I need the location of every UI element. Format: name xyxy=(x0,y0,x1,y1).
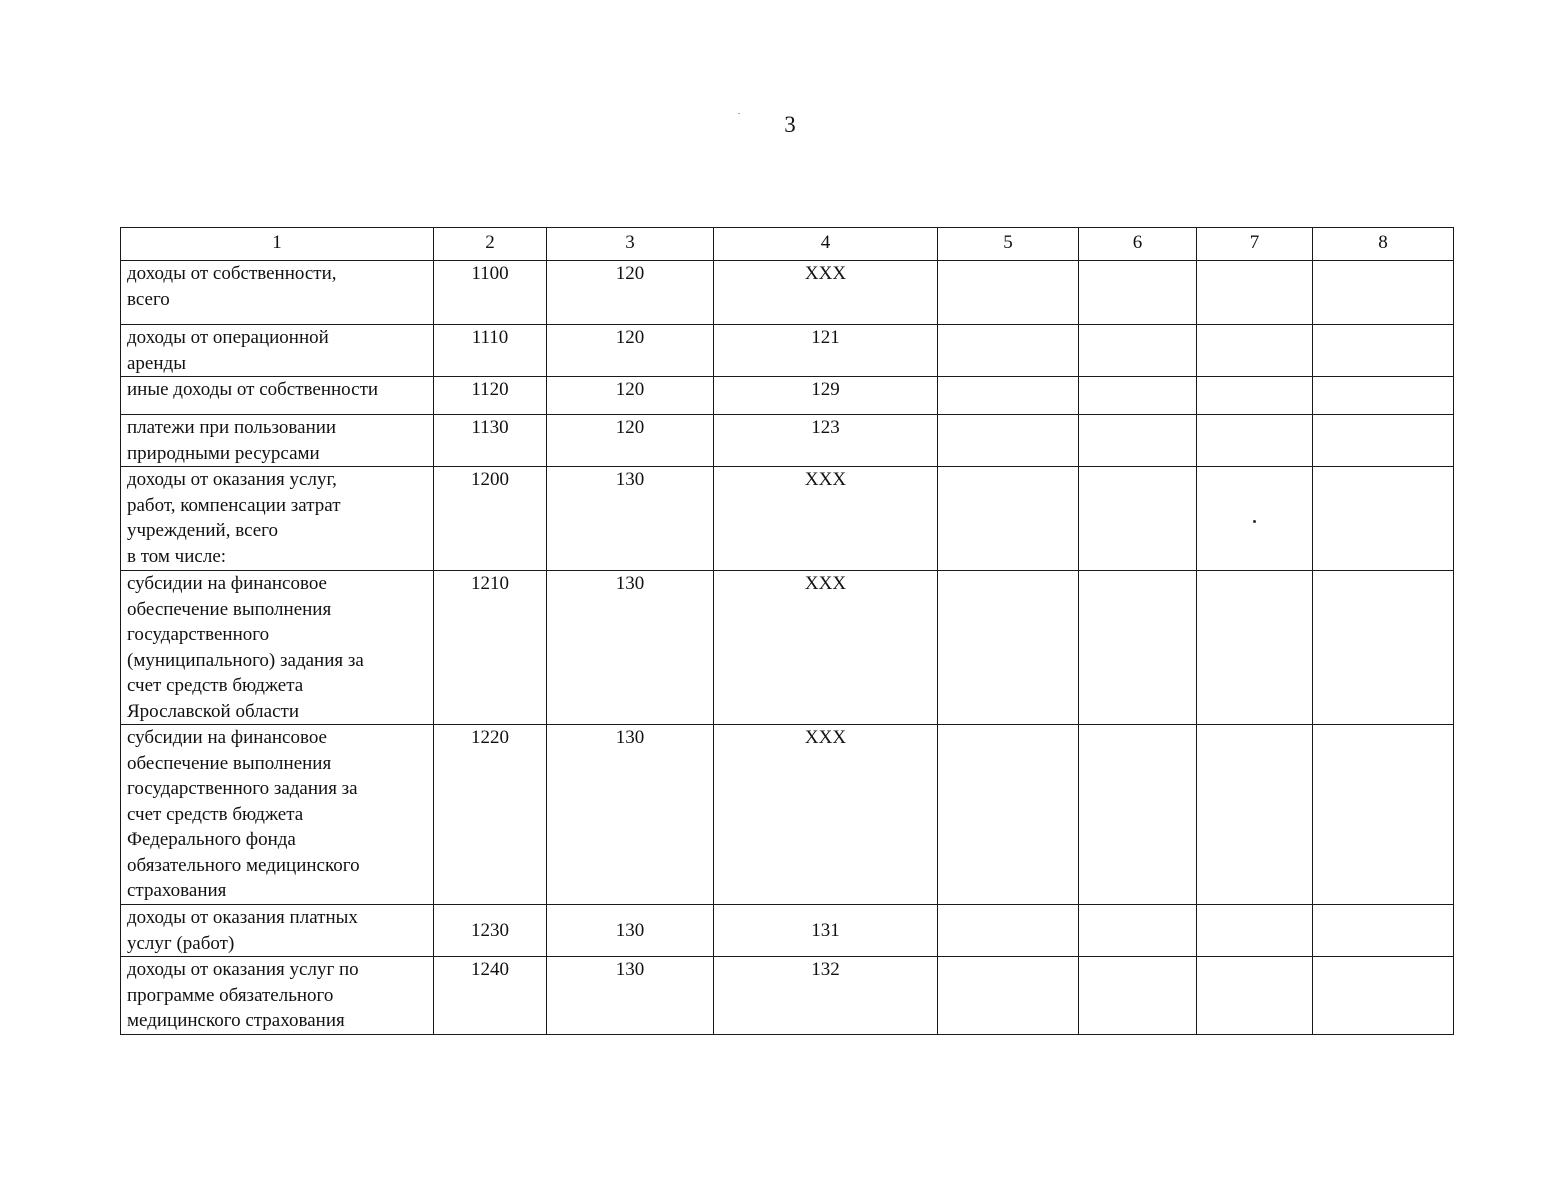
row-col7-cell xyxy=(1197,415,1313,467)
row-col8-cell xyxy=(1313,905,1454,957)
row-col5-cell xyxy=(938,325,1079,377)
row-kosgu-cell: 130 xyxy=(547,957,714,1035)
row-code-cell: 1200 xyxy=(434,467,547,571)
table-row xyxy=(121,905,1454,957)
row-kbk-cell: ХХХ xyxy=(714,467,938,571)
row-kosgu-cell: 130 xyxy=(547,725,714,905)
table-header-row xyxy=(121,228,1454,261)
row-col7-cell xyxy=(1197,957,1313,1035)
row-col7-cell xyxy=(1197,725,1313,905)
row-kosgu-cell: 120 xyxy=(547,377,714,415)
row-kbk-cell: ХХХ xyxy=(714,725,938,905)
row-kbk-cell: ХХХ xyxy=(714,571,938,725)
header-cell-1: 1 xyxy=(121,228,434,261)
row-col7-cell xyxy=(1197,261,1313,325)
table-row xyxy=(121,571,1454,725)
row-col6-cell xyxy=(1079,467,1197,571)
row-col8-cell xyxy=(1313,377,1454,415)
header-cell-2: 2 xyxy=(434,228,547,261)
row-code-cell: 1230 xyxy=(434,905,547,957)
row-kbk-cell: 123 xyxy=(714,415,938,467)
header-cell-8: 8 xyxy=(1313,228,1454,261)
row-col5-cell xyxy=(938,415,1079,467)
row-kbk-cell: 129 xyxy=(714,377,938,415)
row-col5-cell xyxy=(938,571,1079,725)
row-col8-cell xyxy=(1313,325,1454,377)
row-code-cell: 1130 xyxy=(434,415,547,467)
row-code-cell: 1210 xyxy=(434,571,547,725)
row-kosgu-cell: 130 xyxy=(547,571,714,725)
row-kosgu-cell: 120 xyxy=(547,261,714,325)
table-row xyxy=(121,957,1454,1035)
row-col8-cell xyxy=(1313,261,1454,325)
row-col6-cell xyxy=(1079,957,1197,1035)
row-name-cell: иные доходы от собственности xyxy=(121,377,434,415)
table-row xyxy=(121,467,1454,571)
row-kbk-cell: 132 xyxy=(714,957,938,1035)
row-col7-cell xyxy=(1197,377,1313,415)
row-col5-cell xyxy=(938,957,1079,1035)
header-cell-5: 5 xyxy=(938,228,1079,261)
table-row xyxy=(121,325,1454,377)
row-kosgu-cell: 130 xyxy=(547,905,714,957)
table-row xyxy=(121,261,1454,325)
row-code-cell: 1100 xyxy=(434,261,547,325)
row-name-cell: доходы от собственности, всего xyxy=(121,261,434,325)
row-code-cell: 1110 xyxy=(434,325,547,377)
page-number: 3 xyxy=(784,112,796,137)
row-col8-cell xyxy=(1313,725,1454,905)
row-col6-cell xyxy=(1079,571,1197,725)
row-col5-cell xyxy=(938,725,1079,905)
row-kbk-cell: 131 xyxy=(714,905,938,957)
table-row xyxy=(121,415,1454,467)
row-name-cell: доходы от операционной аренды xyxy=(121,325,434,377)
row-name-cell: доходы от оказания услуг по программе обязательного медицинского страхования xyxy=(121,957,434,1035)
row-col8-cell xyxy=(1313,415,1454,467)
row-col6-cell xyxy=(1079,261,1197,325)
row-col8-cell xyxy=(1313,957,1454,1035)
row-name-cell: платежи при пользовании природными ресурсами xyxy=(121,415,434,467)
row-col7-cell xyxy=(1197,325,1313,377)
row-col6-cell xyxy=(1079,415,1197,467)
row-code-cell: 1220 xyxy=(434,725,547,905)
row-kbk-cell: ХХХ xyxy=(714,261,938,325)
row-col6-cell xyxy=(1079,377,1197,415)
row-col7-cell xyxy=(1197,905,1313,957)
row-code-cell: 1240 xyxy=(434,957,547,1035)
header-cell-7: 7 xyxy=(1197,228,1313,261)
row-name-cell: субсидии на финансовое обеспечение выполнения государственного (муниципального) задания за счет средств бюджета Ярославской области xyxy=(121,571,434,725)
row-col5-cell xyxy=(938,467,1079,571)
row-col5-cell xyxy=(938,377,1079,415)
header-cell-6: 6 xyxy=(1079,228,1197,261)
row-kosgu-cell: 120 xyxy=(547,415,714,467)
row-col7-cell xyxy=(1197,467,1313,571)
row-code-cell: 1120 xyxy=(434,377,547,415)
row-col8-cell xyxy=(1313,467,1454,571)
row-col7-cell xyxy=(1197,571,1313,725)
row-name-cell: доходы от оказания платных услуг (работ) xyxy=(121,905,434,957)
row-kosgu-cell: 120 xyxy=(547,325,714,377)
row-col5-cell xyxy=(938,261,1079,325)
row-name-cell: субсидии на финансовое обеспечение выполнения государственного задания за счет средств бюджета Федерального фонда обязательного медицинского страхования xyxy=(121,725,434,905)
header-cell-3: 3 xyxy=(547,228,714,261)
table-row xyxy=(121,725,1454,905)
income-table xyxy=(120,227,1454,1035)
header-cell-4: 4 xyxy=(714,228,938,261)
row-col5-cell xyxy=(938,905,1079,957)
row-name-cell: доходы от оказания услуг, работ, компенсации затрат учреждений, всего в том числе: xyxy=(121,467,434,571)
row-col8-cell xyxy=(1313,571,1454,725)
row-kbk-cell: 121 xyxy=(714,325,938,377)
row-col6-cell xyxy=(1079,325,1197,377)
row-col6-cell xyxy=(1079,905,1197,957)
row-col6-cell xyxy=(1079,725,1197,905)
table-row xyxy=(121,377,1454,415)
scan-speck xyxy=(738,113,740,114)
row-kosgu-cell: 130 xyxy=(547,467,714,571)
